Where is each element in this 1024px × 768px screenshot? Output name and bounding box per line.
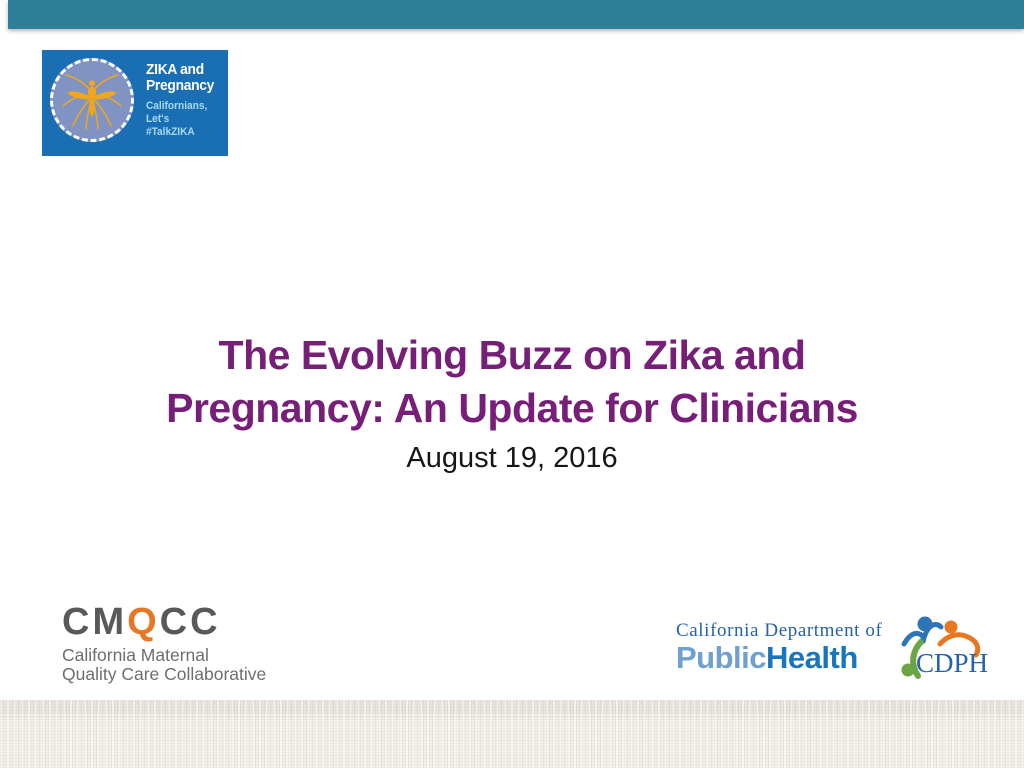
cdph-department-line: California Department of (676, 620, 883, 641)
zika-logo-title-line1: ZIKA and (146, 61, 204, 78)
cmqcc-subtitle-line1: California Maternal (62, 644, 209, 665)
cdph-figures-icon (888, 614, 988, 693)
cmqcc-subtitle-line2: Quality Care Collaborative (62, 664, 267, 685)
zika-logo-tagline-line1: Californians, (146, 99, 208, 112)
cdph-name (676, 642, 882, 673)
cmqcc-acronym-cc: CC (159, 601, 221, 643)
mosquito-icon (50, 58, 134, 142)
top-accent-bar (8, 0, 1024, 29)
slide-title-line1: The Evolving Buzz on Zika and (218, 332, 806, 379)
cmqcc-logo (62, 602, 266, 685)
cdph-name-health: Health (766, 640, 858, 675)
slide-title (60, 329, 964, 434)
zika-logo-text (146, 62, 226, 139)
cmqcc-subtitle (62, 646, 266, 685)
zika-pregnancy-logo (42, 50, 228, 156)
zika-logo-tagline-line2: Let's #TalkZIKA (146, 112, 195, 138)
cdph-logo (676, 620, 988, 693)
bottom-texture-band (0, 700, 1024, 768)
slide-title-line2: Pregnancy: An Update for Clinicians (166, 384, 858, 431)
cdph-icon-acronym: CDPH (916, 648, 989, 678)
zika-logo-title-line2: Pregnancy (146, 76, 215, 94)
slide-date: August 19, 2016 (406, 442, 618, 474)
cdph-name-public: Public (676, 640, 767, 675)
cmqcc-acronym (62, 602, 266, 644)
cmqcc-acronym-cm: CM (62, 601, 128, 643)
cmqcc-acronym-q: Q (127, 601, 160, 643)
cdph-logo-text (676, 620, 882, 673)
